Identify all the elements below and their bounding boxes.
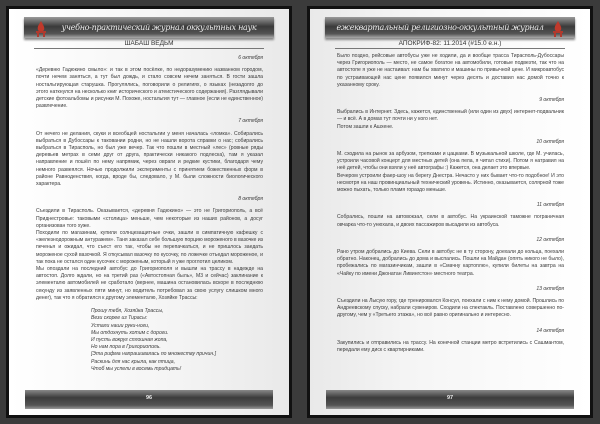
poem-line: Раскинь для нас крыла, как птица,: [91, 358, 176, 365]
left-page: [6, 6, 292, 418]
poem-line: Вези скорее из Тирасы:: [91, 315, 148, 322]
paragraph: Рано утром добрались до Киева. Сели в автобус не в ту сторону, доехали до кольца, поехали обратно. Наконец, добрались до дома и выспались. Пошли на Майдан (опять никого не было), пробежались по магазинчикам, зашли в «Смачну картоплю», купили билеты на завтра на «Чайку по имени Джонатан Ливингстон» местного театра.: [337, 249, 564, 277]
flame-logo-icon: [551, 20, 565, 37]
header-bar: [325, 17, 575, 38]
entry-date: 11 октября: [536, 202, 564, 209]
paragraph: Потом зашли к Ашхене.: [337, 123, 394, 130]
paragraph: Походили по магазинам, купили солнцезащитные очки, зашли в симпатичную кафешку с «железнодорожным антуражем». Таня заказал себе большую порцию мороженого в вазочке из печенья и ожидал, что съест его так, чтобы не перепачкаться, и не пришлось заедать мороженое сухой вазочкой. Я откусывал вазочку по кусочку, по ложечке отъедал мороженое, и так пока не остался один кусочек с мороженым, который я уже проглотил целиком.: [36, 230, 263, 265]
page-number: 97: [446, 395, 454, 401]
footer-bar: [25, 390, 273, 409]
section-title: АПОКРИФ-82: 11.2014 (#15.0 е.н.): [335, 38, 565, 49]
poem-line: Мы отдохнуть хотим с дороги.: [91, 329, 169, 336]
page-body: [337, 53, 564, 354]
entry-date: 9 октября: [539, 97, 564, 104]
entry-date: 8 октября: [238, 196, 263, 203]
poem-line: Но нам пора в Григориополь.: [91, 344, 161, 351]
paragraph: М. сходила на рынок за арбузом, трепками и цацками. В музыкальной школе, где М. училась, устроили часовой концерт для местных детей (она пела, я читал стихи). Потом я натравил на неё детей, чтобы они взяли у неё автографы :) Кажется, она делает это впервые.: [337, 151, 564, 172]
page-body: [36, 53, 263, 373]
header-bar: [24, 17, 274, 38]
paragraph: Собрались, пошли на автовокзал, сели в автобус. На украинской таможне пограничная овчарка что-то унюхала, и двоих пассажиров высадили из автобуса.: [337, 214, 564, 228]
paragraph: Выбрались в Интернет. Здесь, кажется, единственный (или один из двух) интернет-подвальчик — и всё. А в домах тут почти ни у кого нет.: [337, 109, 564, 123]
poem-line: Устали наши руки-ноги,: [91, 322, 150, 329]
paragraph: Вечером устроили фаер-шоу на берегу Днестра. Нечасто у них бывает что-то подобное! И это несмотря на наш провинциальный технический уровень. Истинно, оказывается, солярной тоже можно пыхать, только пламя гораздо меньше.: [337, 172, 564, 194]
paragraph: От нечего не делания, скуки и всеобщей ностальгии у меня началась «ломка». Собирались выбраться в Дубоссары к таковании родни, но не нашли ворота справки о нас; собирались выбраться в Тирасполь, но был уже вечер. Так что пошли в местный «лес» (ровные ряды деревьев метрах в семи друг от друга, практически никакого подлеска), там я указал направление и пошёл по нему напрямик, через овраги и редкие кустики, благодаря чему немного развеялся. Ночью продолжили эксперименты с принятием божественных форм в районе Равноденствия, когда, вроде бы, следовало, у М. были сложности биологического характера.: [36, 130, 263, 188]
footer-bar: [326, 390, 574, 409]
entry-date: 12 октября: [536, 236, 564, 243]
magazine-title: учебно-практический журнал оккультных наук: [61, 23, 257, 32]
poem-line: Чтоб мы успели в восемь тридцать!: [91, 365, 182, 372]
entry-date: 13 октября: [536, 285, 564, 292]
entry-date: 6 октября: [238, 55, 263, 61]
paragraph: Закупились и отправились на трассу. На конечной станции метро встретились с Сашмантом, передали ему диск с квартирниками.: [337, 339, 564, 354]
right-page: [307, 6, 593, 418]
paragraph: «Деревню Гадюкино смыло»: и так в этом посёлке, по недоразумению названном городом, почти нечем заняться, а тут был дождь, и стало совсем нечем заняться. В гости зашла ностальгирующая старушка. Прогулялись, поговорили о религиях, о языках (незадолго до этого наткнулся на несколько книг исторического и атеистического содержания). Разглядывали детские фотоальбомы и рисунки М. Похоже, ностальгия тут — главное (если не единственное) развлечение.: [36, 67, 263, 110]
paragraph: Было поздно, рейсовые автобусы уже не ходили, да и вообще трасса Тирасполь-Дубоссары через Григориополь — место, не самое богатое на автомобили, готовые подвезти, так что на автостопе я уже не настаивал: нам бы хватило и машины по привычной цене. И микроавтобус по устраивающей нас цене появился минут через десять и доставил нас домой точно к указанному сроку.: [337, 53, 564, 88]
entry-date: 7 октября: [238, 118, 263, 125]
entry-date: 14 октября: [536, 327, 564, 334]
page-number: 96: [145, 395, 153, 401]
paragraph: Съездили в Тирасполь. Оказывается, «деревня Гадюкино» — это не Григориополь, а всё Приднестровье: таковыми «столица» меньше, чем некоторые из наших районов, а досуг организован того хуже.: [36, 208, 263, 229]
poem-line: [Эта рифма напрашивалась по множеству причин.]: [91, 351, 216, 358]
section-title: ШАБАШ ВЕДЬМ: [34, 38, 264, 49]
poem: [91, 308, 263, 373]
paragraph: Съездили на Лысую гору, где тренировался Консул, поехали с ним к нему домой. Прошлись по Андреевскому спуску, набрали сувениров. Сходили на спектакль. Поставлено совершенно по-другому, чем у «Третьего этажа», но всё равно оригинально и интересно.: [337, 298, 564, 319]
paragraph: Мы опоздали на последний автобус до Григориополя и вышли на трассу в надежде на автостоп. Долго ждали, но на третий раз («Автостопная быль», М3 и сейчас) заклинание к элементалю автомобилей не сработало (вернее, машина остановилась вскоре в последнюю секунду из заявленных пяти минут, но водитель потребовал за свою услугу слишком много денег), так что я обратился к другому элементалю, Хозяйке Трассы:: [36, 266, 263, 301]
magazine-title: ежеквартальный религиозно-оккультный журнал: [336, 23, 544, 32]
entry-date: 10 октября: [536, 138, 564, 145]
poem-line: И пусть вокруг сплошная жопа,: [91, 336, 168, 343]
poem-line: Прошу тебя, Хозяйка Трассы,: [91, 308, 164, 315]
